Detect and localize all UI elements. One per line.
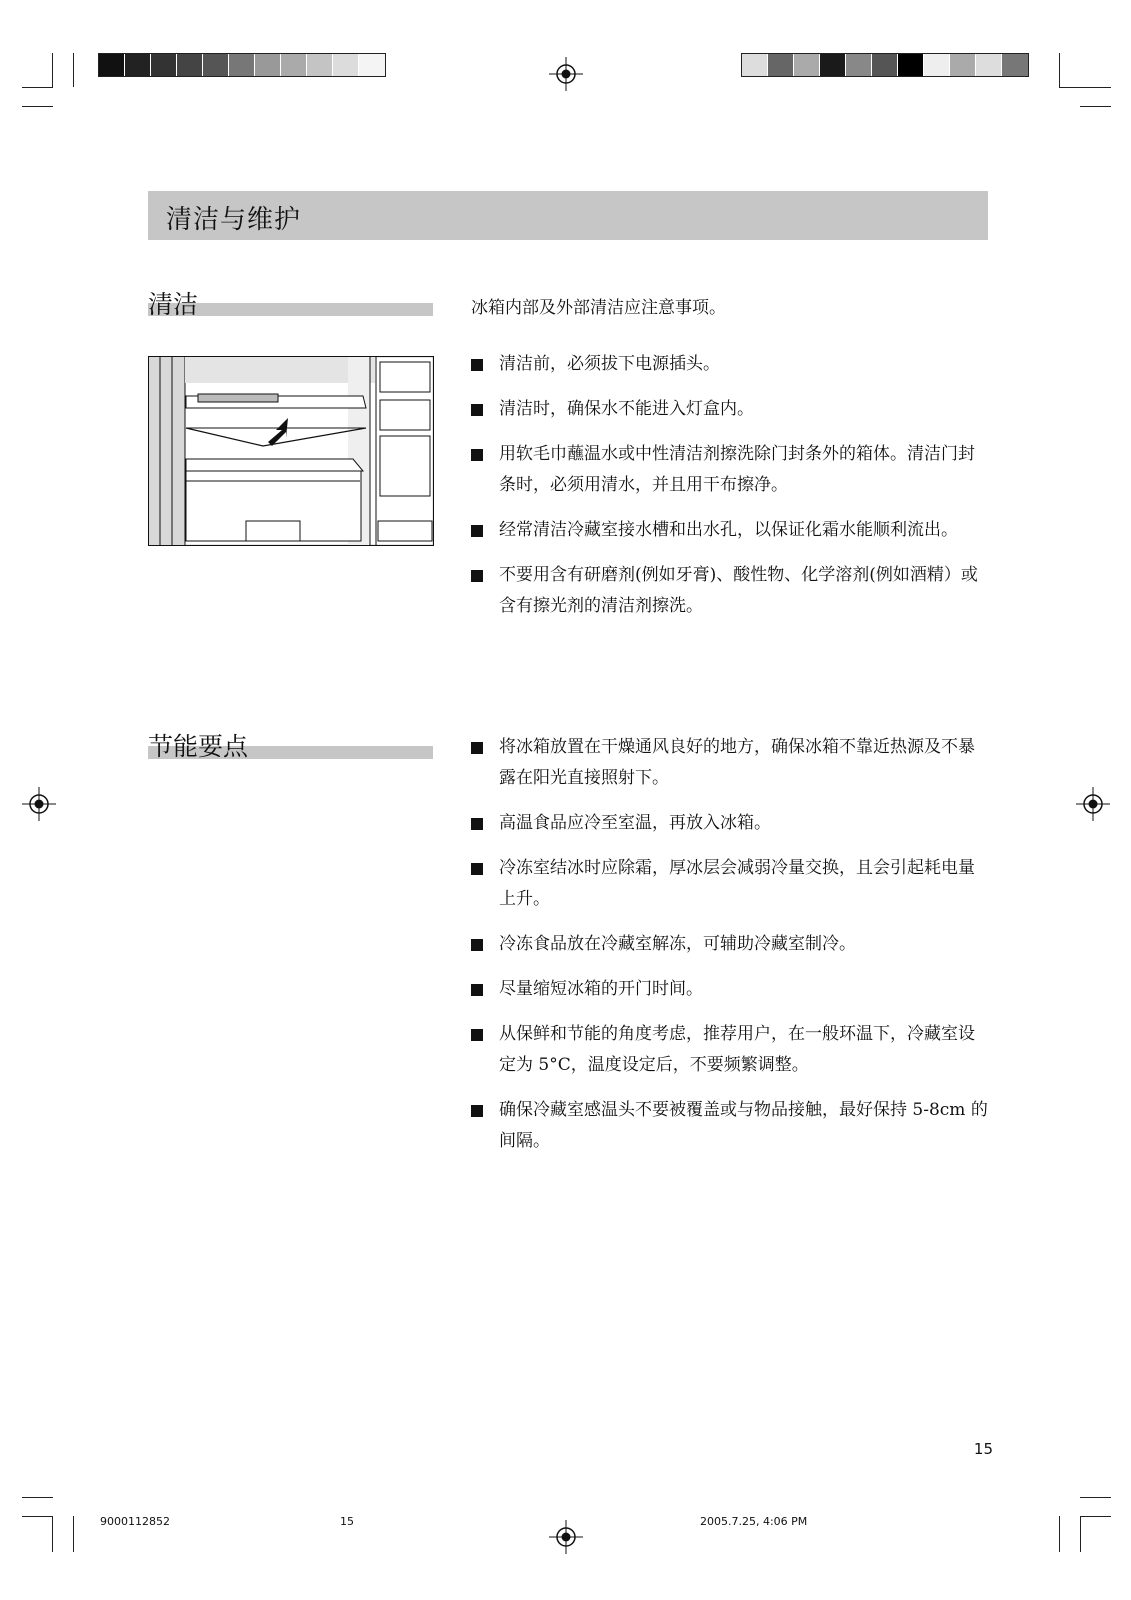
cleaning-intro: 冰箱内部及外部清洁应注意事项。 xyxy=(471,298,726,318)
registration-mark-bottom-icon xyxy=(549,1520,583,1554)
color-swatch xyxy=(872,54,898,76)
page-title: 清洁与维护 xyxy=(166,205,302,235)
list-item: 用软毛巾蘸温水或中性清洁剂擦洗除门封条外的箱体。清洁门封条时，必须用清水，并且用干布擦净。 xyxy=(471,439,991,501)
color-swatch xyxy=(333,54,359,76)
color-swatch xyxy=(99,54,125,76)
list-item: 确保冷藏室感温头不要被覆盖或与物品接触，最好保持 5-8cm 的间隔。 xyxy=(471,1095,991,1157)
list-item: 将冰箱放置在干燥通风良好的地方，确保冰箱不靠近热源及不暴露在阳光直接照射下。 xyxy=(471,732,991,794)
color-swatch xyxy=(820,54,846,76)
color-swatch xyxy=(898,54,924,76)
color-swatch xyxy=(768,54,794,76)
color-swatch xyxy=(924,54,950,76)
list-item: 经常清洁冷藏室接水槽和出水孔，以保证化霜水能顺利流出。 xyxy=(471,515,991,546)
list-item: 清洁时，确保水不能进入灯盒内。 xyxy=(471,394,991,425)
energy-section-title: 节能要点 xyxy=(148,732,249,761)
footer-doc-id: 9000112852 xyxy=(100,1515,170,1528)
color-swatch xyxy=(1002,54,1028,76)
color-swatch xyxy=(794,54,820,76)
color-swatch xyxy=(177,54,203,76)
color-swatch xyxy=(846,54,872,76)
page-number: 15 xyxy=(973,1440,993,1458)
energy-list xyxy=(471,732,991,1171)
list-item: 尽量缩短冰箱的开门时间。 xyxy=(471,974,991,1005)
registration-mark-right-icon xyxy=(1076,787,1110,821)
footer-timestamp: 2005.7.25, 4:06 PM xyxy=(700,1515,808,1528)
color-swatch xyxy=(151,54,177,76)
color-swatch xyxy=(359,54,385,76)
color-swatch xyxy=(950,54,976,76)
color-swatch xyxy=(976,54,1002,76)
list-item: 冷冻室结冰时应除霜，厚冰层会减弱冷量交换，且会引起耗电量上升。 xyxy=(471,853,991,915)
fridge-interior-illustration xyxy=(148,356,434,546)
registration-mark-top-icon xyxy=(549,57,583,91)
color-swatch xyxy=(255,54,281,76)
list-item: 从保鲜和节能的角度考虑，推荐用户，在一般环温下，冷藏室设定为 5°C，温度设定后，不要频繁调整。 xyxy=(471,1019,991,1081)
color-swatch xyxy=(281,54,307,76)
color-swatch xyxy=(307,54,333,76)
list-item: 清洁前，必须拔下电源插头。 xyxy=(471,349,991,380)
cleaning-list xyxy=(471,349,991,636)
color-calibration-strip-left xyxy=(98,53,386,77)
list-item: 高温食品应冷至室温，再放入冰箱。 xyxy=(471,808,991,839)
registration-mark-left-icon xyxy=(22,787,56,821)
footer-page: 15 xyxy=(340,1515,354,1528)
color-swatch xyxy=(125,54,151,76)
color-swatch xyxy=(229,54,255,76)
color-calibration-strip-right xyxy=(741,53,1029,77)
list-item: 不要用含有研磨剂(例如牙膏)、酸性物、化学溶剂(例如酒精）或含有擦光剂的清洁剂擦洗。 xyxy=(471,560,991,622)
color-swatch xyxy=(203,54,229,76)
list-item: 冷冻食品放在冷藏室解冻，可辅助冷藏室制冷。 xyxy=(471,929,991,960)
color-swatch xyxy=(742,54,768,76)
cleaning-section-title: 清洁 xyxy=(148,290,199,319)
page-title-bar xyxy=(148,191,988,240)
